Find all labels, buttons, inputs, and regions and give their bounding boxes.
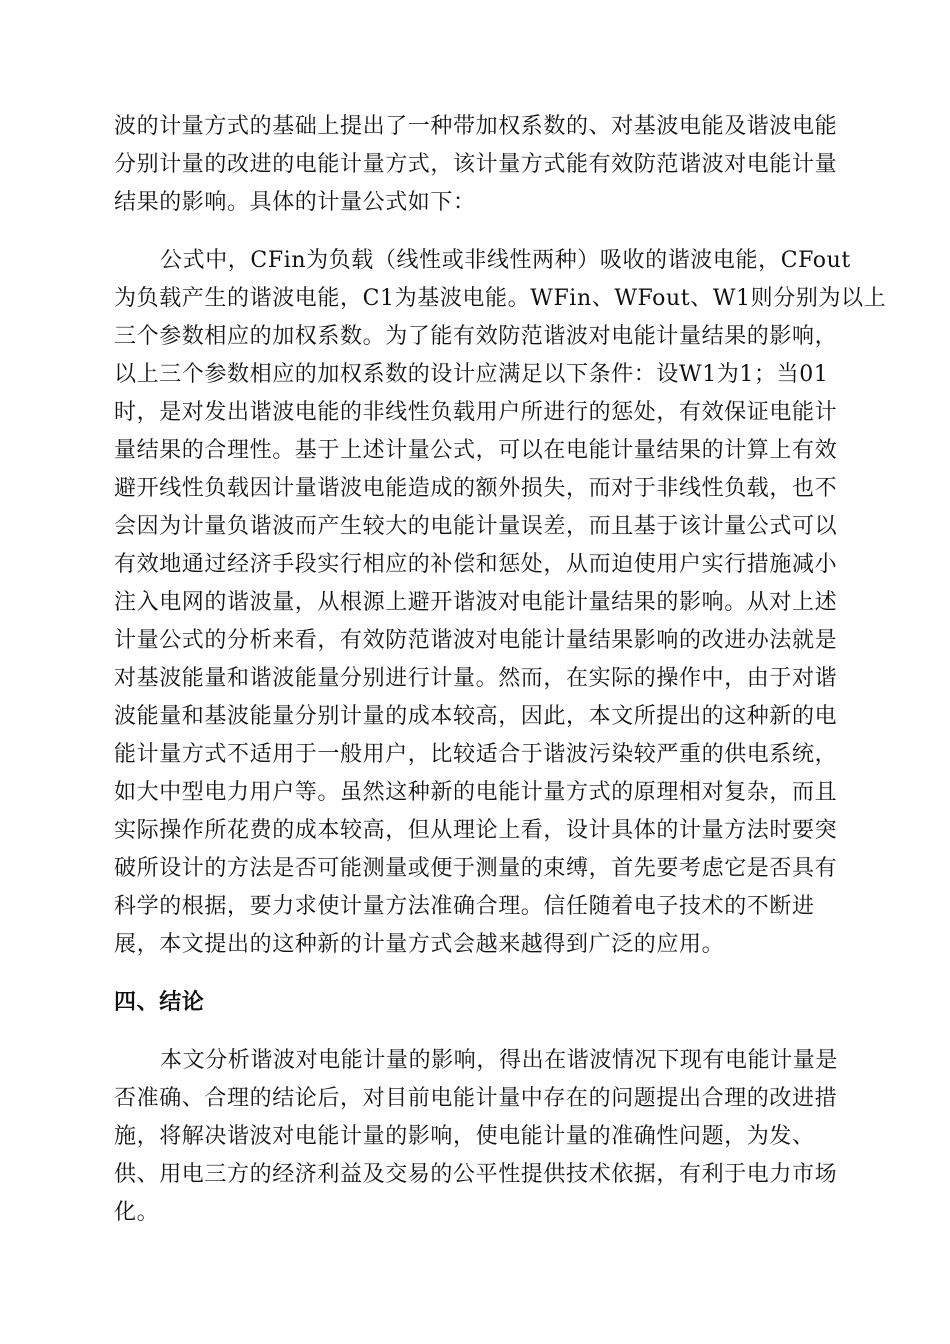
paragraph-2: [114, 242, 887, 964]
paragraph-2-line: 波能量和基波能量分别计量的成本较高，因此，本文所提出的这种新的电: [114, 704, 838, 729]
paragraph-gap: [114, 1022, 836, 1042]
paragraph-1: [114, 108, 836, 222]
paragraph-2-line: 三个参数相应的加权系数。为了能有效防范谐波对电能计量结果的影响，: [114, 324, 838, 349]
paragraph-3-line: 化。: [114, 1200, 160, 1225]
paragraph-2-line: 实际操作所花费的成本较高，但从理论上看，设计具体的计量方法时要突: [114, 818, 838, 843]
paragraph-gap: [114, 964, 836, 984]
paragraph-1-line: 结果的影响。具体的计量公式如下：: [114, 190, 476, 215]
paragraph-2-line: 科学的根据，要力求使计量方法准确合理。信任随着电子技术的不断进: [114, 894, 815, 919]
paragraph-2-line: 量结果的合理性。基于上述计量公式，可以在电能计量结果的计算上有效: [114, 438, 838, 463]
paragraph-2-line: 公式中，CFin为负载（线性或非线性两种）吸收的谐波电能，CFout: [160, 248, 851, 273]
paragraph-2-line: 计量公式的分析来看，有效防范谐波对电能计量结果影响的改进办法就是: [114, 628, 838, 653]
paragraph-2-line: 如大中型电力用户等。虽然这种新的电能计量方式的原理相对复杂，而且: [114, 780, 838, 805]
paragraph-1-line: 分别计量的改进的电能计量方式，该计量方式能有效防范谐波对电能计量: [114, 152, 838, 177]
paragraph-gap: [114, 222, 836, 242]
paragraph-3: [114, 1042, 839, 1232]
paragraph-1-line: 波的计量方式的基础上提出了一种带加权系数的、对基波电能及谐波电能: [114, 114, 838, 139]
paragraph-3-line: 本文分析谐波对电能计量的影响，得出在谐波情况下现有电能计量是: [160, 1048, 839, 1073]
paragraph-2-line: 展，本文提出的这种新的计量方式会越来越得到广泛的应用。: [114, 932, 725, 957]
paragraph-3-line: 供、用电三方的经济利益及交易的公平性提供技术依据，有利于电力市场: [114, 1162, 838, 1187]
paragraph-3-line: 否准确、合理的结论后，对目前电能计量中存在的问题提出合理的改进措: [114, 1086, 838, 1111]
document-page: [114, 108, 887, 1232]
paragraph-2-line: 会因为计量负谐波而产生较大的电能计量误差，而且基于该计量公式可以: [114, 514, 838, 539]
paragraph-2-line: 以上三个参数相应的加权系数的设计应满足以下条件：设W1为1；当01: [114, 362, 829, 387]
section-heading: 四、结论: [114, 990, 205, 1015]
paragraph-2-line: 为负载产生的谐波电能，C1为基波电能。WFin、WFout、W1则分别为以上: [114, 286, 887, 311]
paragraph-3-line: 施，将解决谐波对电能计量的影响，使电能计量的准确性问题，为发、: [114, 1124, 815, 1149]
paragraph-2-line: 破所设计的方法是否可能测量或便于测量的束缚，首先要考虑它是否具有: [114, 856, 838, 881]
paragraph-2-line: 能计量方式不适用于一般用户，比较适合于谐波污染较严重的供电系统，: [114, 742, 838, 767]
paragraph-2-line: 时，是对发出谐波电能的非线性负载用户所进行的惩处，有效保证电能计: [114, 400, 838, 425]
paragraph-2-line: 避开线性负载因计量谐波电能造成的额外损失，而对于非线性负载，也不: [114, 476, 838, 501]
paragraph-2-line: 注入电网的谐波量，从根源上避开谐波对电能计量结果的影响。从对上述: [114, 590, 838, 615]
paragraph-2-line: 对基波能量和谐波能量分别进行计量。然而，在实际的操作中，由于对谐: [114, 666, 838, 691]
paragraph-2-line: 有效地通过经济手段实行相应的补偿和惩处，从而迫使用户实行措施减小: [114, 552, 838, 577]
